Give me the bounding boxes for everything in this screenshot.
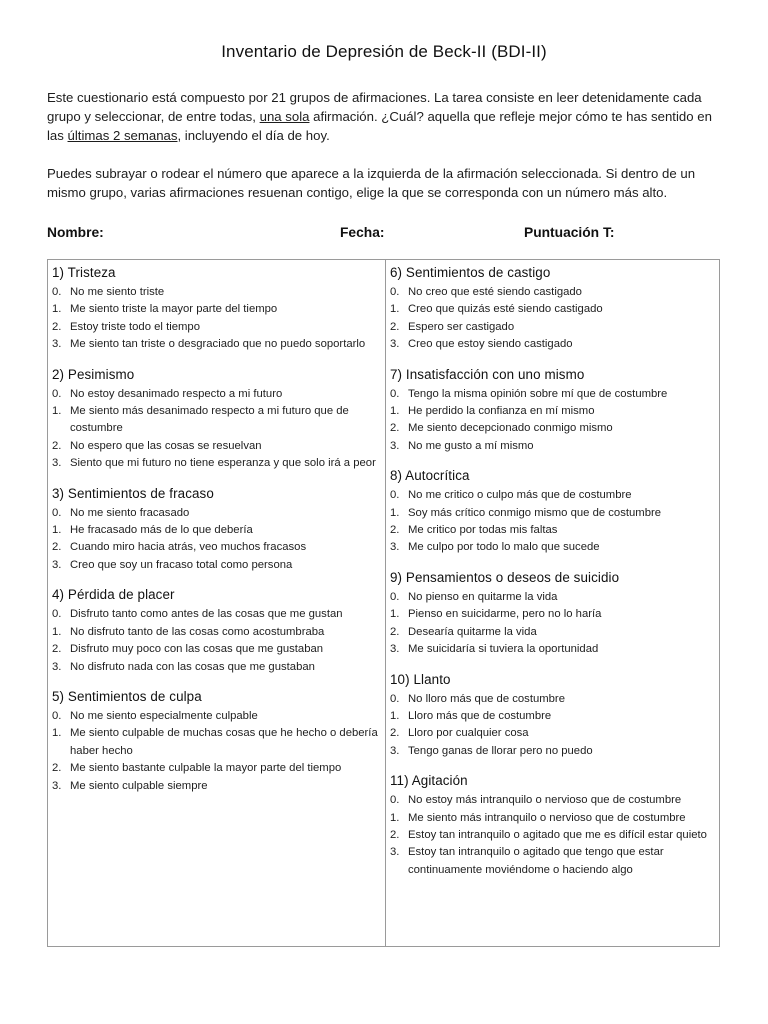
option-number[interactable]: 2. [52, 762, 62, 775]
left-column [52, 263, 380, 806]
option-text: No me critico o culpo más que de costumbre [408, 489, 632, 502]
option-list [390, 691, 716, 761]
answer-option[interactable] [390, 522, 716, 539]
answer-option[interactable] [52, 336, 380, 353]
option-text: Me siento bastante culpable la mayor parte del tiempo [70, 762, 342, 775]
option-text: No lloro más que de costumbre [408, 692, 565, 705]
option-text: Disfruto muy poco con las cosas que me gustaban [70, 643, 324, 656]
option-list [390, 792, 716, 879]
answer-option[interactable] [52, 403, 380, 438]
answer-option[interactable] [52, 659, 380, 676]
option-text: No me gusto a mí mismo [408, 439, 534, 452]
option-number[interactable]: 3. [390, 846, 400, 859]
option-number[interactable]: 0. [390, 794, 400, 807]
score-field-label[interactable]: Puntuación T: [524, 225, 615, 240]
question-title: 10) Llanto [390, 671, 451, 687]
option-list [52, 505, 380, 575]
answer-option[interactable] [390, 336, 716, 353]
intro-paragraph-1 [47, 88, 727, 145]
option-number[interactable]: 1. [52, 727, 62, 740]
question-title: 11) Agitación [390, 773, 468, 789]
option-number[interactable]: 0. [52, 709, 62, 722]
answer-option[interactable] [52, 386, 380, 403]
question-title: 5) Sentimientos de culpa [52, 688, 202, 704]
option-number[interactable]: 1. [390, 506, 400, 519]
question-group [390, 263, 716, 354]
answer-option[interactable] [390, 301, 716, 318]
option-text: Me siento culpable siempre [70, 779, 208, 792]
option-number[interactable]: 1. [52, 303, 62, 316]
question-group [390, 771, 716, 879]
answer-option[interactable] [52, 760, 380, 777]
option-number[interactable]: 1. [390, 811, 400, 824]
option-number[interactable]: 0. [390, 489, 400, 502]
option-number[interactable]: 1. [390, 709, 400, 722]
question-title: 1) Tristeza [52, 265, 116, 280]
option-number[interactable]: 0. [390, 692, 400, 705]
option-text: No creo que esté siendo castigado [408, 286, 582, 298]
option-number[interactable]: 2. [390, 524, 400, 537]
option-text: No disfruto tanto de las cosas como acostumbraba [70, 625, 325, 638]
answer-option[interactable] [52, 539, 380, 556]
option-number[interactable]: 2. [390, 727, 400, 740]
question-title: 8) Autocrítica [390, 468, 470, 484]
question-group [390, 365, 716, 456]
column-divider [385, 260, 386, 946]
option-text: No pienso en quitarme la vida [408, 590, 558, 603]
question-title: 4) Pérdida de placer [52, 587, 175, 603]
option-list [52, 606, 380, 676]
option-text: Creo que soy un fracaso total como persona [70, 558, 293, 571]
question-title: 9) Pensamientos o deseos de suicidio [390, 569, 620, 585]
option-number[interactable]: 0. [52, 506, 62, 519]
option-text: Espero ser castigado [408, 320, 515, 333]
option-text: No estoy desanimado respecto a mi futuro [70, 387, 283, 400]
option-text: Tengo ganas de llorar pero no puedo [408, 744, 593, 757]
question-group [52, 585, 380, 676]
option-number[interactable]: 0. [390, 286, 400, 298]
option-number[interactable]: 3. [390, 744, 400, 757]
option-text: Cuando miro hacia atrás, veo muchos fracasos [70, 541, 307, 554]
option-text: Pienso en suicidarme, pero no lo haría [408, 608, 602, 621]
answer-option[interactable] [390, 420, 716, 437]
answer-option[interactable] [390, 438, 716, 455]
option-text: Creo que quizás esté siendo castigado [408, 303, 603, 316]
name-field-label[interactable]: Nombre: [47, 225, 104, 240]
option-text: Me suicidaría si tuviera la oportunidad [408, 643, 599, 656]
option-text: Lloro más que de costumbre [408, 709, 552, 722]
option-number[interactable]: 3. [390, 439, 400, 452]
option-text: Me siento culpable de muchas cosas que he hecho o debería haber hecho [70, 727, 378, 757]
option-text: Tengo la misma opinión sobre mí que de costumbre [408, 387, 668, 400]
option-number[interactable]: 1. [390, 608, 400, 621]
answer-option[interactable] [390, 624, 716, 641]
question-group [390, 466, 716, 557]
intro-text: Este cuestionario está compuesto por 21 grupos de afirmaciones. La tarea consiste en leer detenidamente cada grupo y seleccionar, de entre todas, [47, 90, 702, 124]
option-number[interactable]: 0. [52, 608, 62, 621]
answer-option[interactable] [52, 624, 380, 641]
option-number[interactable]: 3. [52, 558, 62, 571]
question-group [52, 263, 380, 354]
question-title: 3) Sentimientos de fracaso [52, 485, 214, 501]
option-number[interactable]: 2. [52, 320, 62, 333]
option-number[interactable]: 3. [52, 779, 62, 792]
question-title: 6) Sentimientos de castigo [390, 265, 551, 280]
questionnaire-box [47, 259, 720, 947]
option-text: No me siento especialmente culpable [70, 709, 258, 722]
answer-option[interactable] [52, 708, 380, 725]
option-text: Soy más crítico conmigo mismo que de costumbre [408, 506, 662, 519]
option-number[interactable]: 2. [390, 320, 400, 333]
answer-option[interactable] [390, 743, 716, 760]
option-text: Disfruto tanto como antes de las cosas que me gustan [70, 608, 343, 621]
answer-option[interactable] [52, 455, 380, 472]
answer-option[interactable] [390, 505, 716, 522]
option-text: Me culpo por todo lo malo que sucede [408, 541, 600, 554]
option-text: Estoy tan intranquilo o agitado que tengo que estar continuamente moviéndome o haciendo algo [408, 846, 664, 876]
option-text: Me critico por todas mis faltas [408, 524, 558, 537]
question-group [52, 484, 380, 575]
option-text: He fracasado más de lo que debería [70, 524, 253, 537]
right-column [390, 263, 716, 890]
answer-option[interactable] [390, 725, 716, 742]
option-number[interactable]: 1. [390, 303, 400, 316]
answer-option[interactable] [390, 810, 716, 827]
option-number[interactable]: 1. [52, 625, 62, 638]
intro-paragraph-2: Puedes subrayar o rodear el número que aparece a la izquierda de la afirmación seleccionada. Si dentro de un mismo grupo, varias afirmaciones resuenan contigo, elige la que se corresponda con un número más alto. [47, 166, 696, 200]
option-text: Desearía quitarme la vida [408, 625, 537, 638]
answer-option[interactable] [390, 691, 716, 708]
question-group [390, 670, 716, 761]
option-list [52, 386, 380, 473]
option-text: No me siento triste [70, 286, 165, 298]
option-text: He perdido la confianza en mí mismo [408, 405, 595, 418]
option-number[interactable]: 0. [52, 387, 62, 400]
question-title: 2) Pesimismo [52, 366, 135, 382]
option-text: Siento que mi futuro no tiene esperanza y que solo irá a peor [70, 457, 376, 470]
answer-option[interactable] [390, 539, 716, 556]
answer-option[interactable] [390, 641, 716, 658]
option-text: Me siento tan triste o desgraciado que no puedo soportarlo [70, 338, 366, 351]
answer-option[interactable] [52, 301, 380, 318]
answer-option[interactable] [52, 606, 380, 623]
option-list [390, 487, 716, 557]
option-text: Lloro por cualquier cosa [408, 727, 529, 740]
answer-option[interactable] [390, 827, 716, 844]
answer-option[interactable] [390, 589, 716, 606]
option-text: No estoy más intranquilo o nervioso que de costumbre [408, 794, 682, 807]
option-number[interactable]: 1. [390, 405, 400, 418]
option-number[interactable]: 2. [52, 643, 62, 656]
option-text: Estoy tan intranquilo o agitado que me es difícil estar quieto [408, 828, 707, 841]
option-number[interactable]: 2. [390, 828, 400, 841]
question-group [52, 365, 380, 473]
answer-option[interactable] [52, 522, 380, 539]
answer-option[interactable] [390, 319, 716, 336]
answer-option[interactable] [52, 725, 380, 760]
option-text: Creo que estoy siendo castigado [408, 338, 573, 351]
answer-option[interactable] [52, 505, 380, 522]
option-number[interactable]: 3. [390, 643, 400, 656]
option-text: No espero que las cosas se resuelvan [70, 439, 262, 452]
option-number[interactable]: 2. [390, 422, 400, 435]
option-number[interactable]: 0. [390, 590, 400, 603]
date-field-label[interactable]: Fecha: [340, 225, 385, 240]
option-number[interactable]: 1. [52, 524, 62, 537]
option-text: Me siento triste la mayor parte del tiempo [70, 303, 278, 316]
document-title: Inventario de Depresión de Beck-II (BDI-II) [221, 42, 547, 61]
question-title: 7) Insatisfacción con uno mismo [390, 366, 585, 382]
answer-option[interactable] [390, 386, 716, 403]
answer-option[interactable] [52, 319, 380, 336]
question-group [52, 687, 380, 795]
option-number[interactable]: 3. [390, 541, 400, 554]
intro-text: afirmación. ¿Cuál? aquella que refleje mejor cómo te has sentido en las [47, 109, 712, 143]
intro-text: , incluyendo el día de hoy. [177, 128, 330, 143]
intro-underlined-text: últimas 2 semanas [67, 128, 178, 143]
answer-option[interactable] [390, 487, 716, 504]
option-text: No me siento fracasado [70, 506, 190, 519]
option-number[interactable]: 0. [390, 387, 400, 400]
answer-option[interactable] [52, 641, 380, 658]
option-list [390, 284, 716, 354]
option-number[interactable]: 3. [52, 660, 62, 673]
option-number[interactable]: 2. [52, 439, 62, 452]
option-text: Me siento más intranquilo o nervioso que de costumbre [408, 811, 686, 824]
option-number[interactable]: 1. [52, 405, 62, 418]
answer-option[interactable] [390, 844, 716, 879]
option-number[interactable]: 3. [390, 338, 400, 351]
question-group [390, 568, 716, 659]
option-number[interactable]: 3. [52, 338, 62, 351]
intro-underlined-text: una sola [259, 109, 310, 124]
answer-option[interactable] [390, 792, 716, 809]
option-number[interactable]: 2. [52, 541, 62, 554]
option-text: No disfruto nada con las cosas que me gustaban [70, 660, 315, 673]
option-list [390, 589, 716, 659]
answer-option[interactable] [390, 606, 716, 623]
option-text: Me siento más desanimado respecto a mi futuro que de costumbre [70, 405, 349, 435]
option-number[interactable]: 2. [390, 625, 400, 638]
option-number[interactable]: 3. [52, 457, 62, 470]
option-list [52, 708, 380, 795]
option-list [390, 386, 716, 456]
option-text: Me siento decepcionado conmigo mismo [408, 422, 613, 435]
option-list [52, 284, 380, 354]
option-number[interactable]: 0. [52, 286, 62, 298]
answer-option[interactable] [52, 284, 380, 301]
answer-option[interactable] [52, 438, 380, 455]
answer-option[interactable] [390, 284, 716, 301]
option-text: Estoy triste todo el tiempo [70, 320, 200, 333]
answer-option[interactable] [52, 557, 380, 574]
answer-option[interactable] [52, 778, 380, 795]
answer-option[interactable] [390, 403, 716, 420]
answer-option[interactable] [390, 708, 716, 725]
